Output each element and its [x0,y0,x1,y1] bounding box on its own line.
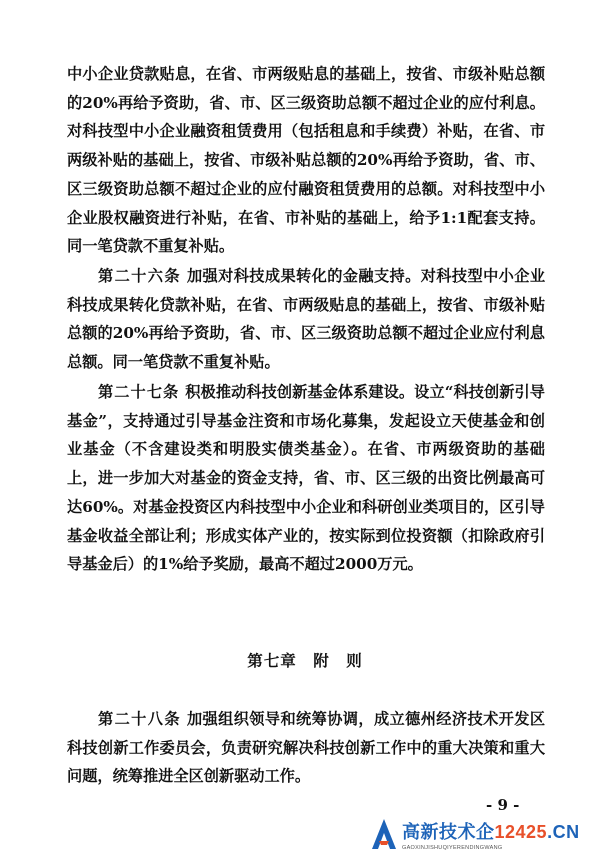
article-28-body: 加强组织领导和统筹协调，成立德州经济技术开发区科技创新工作委员会，负责研究解决科技创新工作中的重大决策和重大问题，统筹推进全区创新驱动工作。 [67,710,546,786]
article-26-title: 第二十六条 [98,267,181,285]
article-28 [67,705,545,791]
article-27 [67,378,545,579]
watermark-logo [370,812,610,856]
chapter-heading: 第七章 附 则 [247,651,363,670]
article-26-body: 加强对科技成果转化的金融支持。对科技型中小企业科技成果转化贷款补贴，在省、市两级贴息的基础上，按省、市级补贴总额的20%再给予资助，省、市、区三级资助总额不超过企业应付利息总额。同一笔贷款不重复补贴。 [67,267,546,372]
watermark-title: 高新技术企12425.CN [402,821,580,842]
article-27-body: 积极推动科技创新基金体系建设。设立“科技创新引导基金”，支持通过引导基金注资和市场化募集，发起设立天使基金和创业基金（不含建设类和明股实债类基金）。在省、市两级资助的基础上，进一步加大对基金的资金支持，省、市、区三级的出资比例最高可达60%。对基金投资区内科技型中小企业和科研创业类项目的，区引导基金收益全部让利；形成实体产业的，按实际到位投资额（扣除政府引导基金后）的1%给予奖励，最高不超过2000万元。 [67,383,545,574]
watermark-pinyin: GAOXINJISHUQIYERENDINGWANG [402,844,503,851]
paragraph-continuation: 中小企业贷款贴息，在省、市两级贴息的基础上，按省、市级补贴总额的20%再给予资助，省、市、区三级资助总额不超过企业的应付利息。对科技型中小企业融资租赁费用（包括租息和手续费）补贴，在省、市两级补贴的基础上，按省、市级补贴总额的20%再给予资助，省、市、区三级资助总额不超过企业的应付融资租赁费用的总额。对科技型中小企业股权融资进行补贴，在省、市补贴的基础上，给予1:1配套支持。同一笔贷款不重复补贴。 [67,65,545,256]
article-26 [67,262,545,377]
logo-icon [370,817,398,851]
article-27-title: 第二十七条 [98,383,180,401]
article-28-title: 第二十八条 [98,710,181,728]
page-number: - 9 - [486,796,520,814]
